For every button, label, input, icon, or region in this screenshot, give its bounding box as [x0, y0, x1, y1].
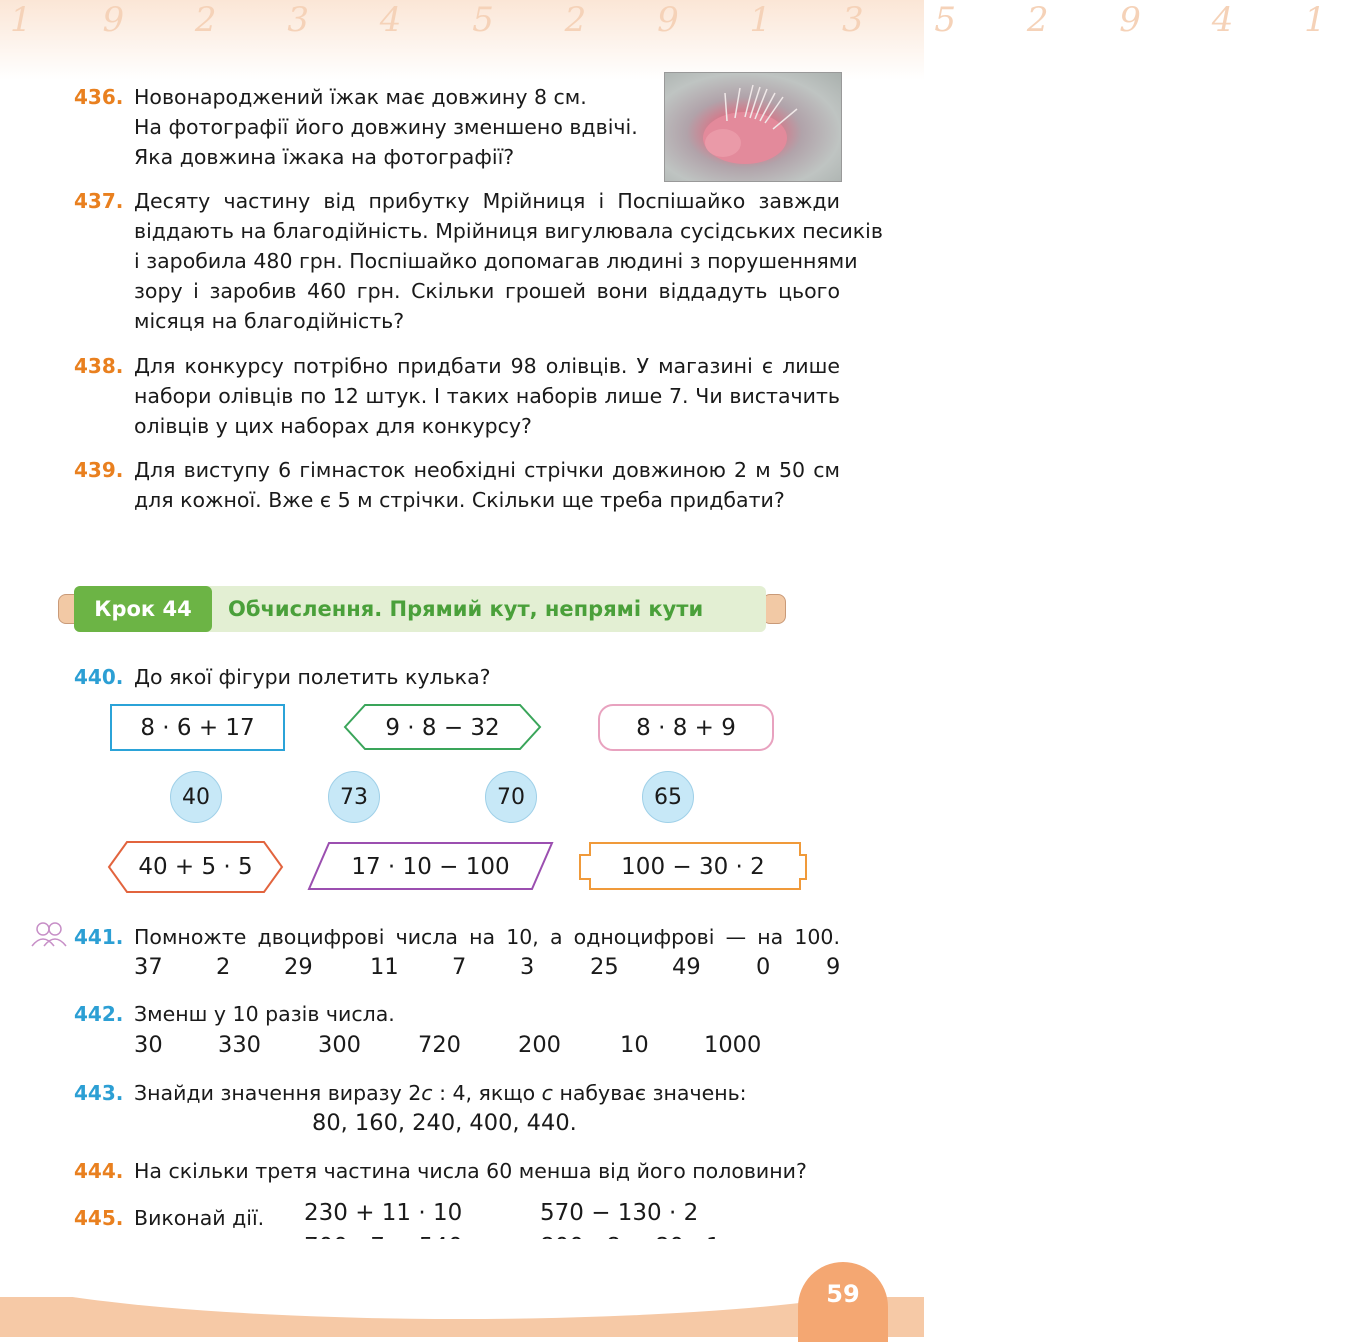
task-line: місяця на благодійність? — [134, 309, 405, 333]
number: 30 — [134, 1032, 163, 1058]
expression: 570 − 130 · 2 — [540, 1200, 699, 1226]
task-442 — [74, 999, 840, 1029]
task-line: віддають на благодійність. Мрійниця вигулювала сусідських песиків — [134, 219, 883, 243]
people-icon — [30, 920, 68, 948]
number: 300 — [318, 1032, 361, 1058]
variable: c — [421, 1081, 433, 1105]
number: 29 — [284, 954, 313, 980]
step-badge: Крок 44 — [74, 586, 212, 632]
number: 10 — [620, 1032, 649, 1058]
task-line: Яка довжина їжака на фотографії? — [134, 145, 515, 169]
number: 0 — [756, 954, 771, 980]
task-number: 438. — [74, 354, 124, 378]
ball: 70 — [485, 771, 537, 823]
number: 1000 — [704, 1032, 762, 1058]
number: 2 — [216, 954, 231, 980]
number: 11 — [370, 954, 399, 980]
number: 25 — [590, 954, 619, 980]
text-segment: набуває значень: — [552, 1081, 747, 1105]
task-number: 444. — [74, 1159, 124, 1183]
task-line: На скільки третя частина числа 60 менша від його половини? — [134, 1159, 807, 1183]
task-line: зору і заробив 460 грн. Скільки грошей вони віддадуть цього — [134, 279, 840, 303]
task-line: До якої фігури полетить кулька? — [134, 665, 491, 689]
task-number: 439. — [74, 458, 124, 482]
task-number: 441. — [74, 925, 124, 949]
task-number: 442. — [74, 1002, 124, 1026]
number: 330 — [218, 1032, 261, 1058]
text-segment: : 4, якщо — [432, 1081, 542, 1105]
number: 200 — [518, 1032, 561, 1058]
expression-hexagon: 9 · 8 − 32 — [385, 714, 500, 741]
ball: 40 — [170, 771, 222, 823]
number: 49 — [672, 954, 701, 980]
page-number: 59 — [826, 1280, 860, 1308]
task-line: Для конкурсу потрібно придбати 98 олівців. У магазині є лише — [134, 354, 840, 378]
variable: c — [541, 1081, 553, 1105]
task-number: 440. — [74, 665, 124, 689]
expression: 230 + 11 · 10 — [304, 1200, 463, 1226]
values-row: 80, 160, 240, 400, 440. — [312, 1110, 577, 1136]
decorative-digits: 1 9 2 3 4 5 2 9 1 3 5 2 9 4 1 — [10, 0, 1356, 40]
task-number: 436. — [74, 85, 124, 109]
expression-notched: 100 − 30 · 2 — [621, 854, 765, 880]
expression-rounded: 8 · 8 + 9 — [636, 714, 736, 741]
number-row — [134, 954, 840, 984]
task-444 — [74, 1156, 840, 1186]
step-title: Обчислення. Прямий кут, непрямі кути — [228, 597, 704, 621]
expression-rectangle: 8 · 6 + 17 — [140, 714, 255, 741]
number: 3 — [520, 954, 535, 980]
task-number: 443. — [74, 1081, 124, 1105]
task-line: олівців у цих наборах для конкурсу? — [134, 414, 532, 438]
task-441 — [74, 922, 840, 952]
task-line: Десяту частину від прибутку Мрійниця і Поспішайко завжди — [134, 189, 840, 213]
task-line: і заробила 480 грн. Поспішайко допомагав людині з порушеннями — [134, 249, 858, 273]
task-number: 437. — [74, 189, 124, 213]
task-line: набори олівців по 12 штук. І таких наборів лише 7. Чи вистачить — [134, 384, 840, 408]
task-text — [134, 999, 840, 1029]
task-line: для кожної. Вже є 5 м стрічки. Скільки ще треба придбати? — [134, 488, 785, 512]
task-443 — [74, 1078, 840, 1108]
task-text — [134, 1078, 840, 1108]
task-line: Помножте двоцифрові числа на 10, а одноцифрові — на 100. — [134, 925, 840, 949]
task-text — [134, 1156, 840, 1186]
number: 720 — [418, 1032, 461, 1058]
number: 7 — [452, 954, 467, 980]
text-segment: Знайди значення виразу 2 — [134, 1081, 422, 1105]
task-line: Новонароджений їжак має довжину 8 см. — [134, 85, 587, 109]
task-line: Зменш у 10 разів числа. — [134, 1002, 395, 1026]
number: 9 — [826, 954, 841, 980]
task-text — [134, 922, 840, 952]
task-line: На фотографії його довжину зменшено вдвічі. — [134, 115, 638, 139]
task-line: Виконай дії. — [134, 1206, 265, 1230]
number: 37 — [134, 954, 163, 980]
expression-octagon: 40 + 5 · 5 — [138, 854, 253, 880]
ball: 73 — [328, 771, 380, 823]
ball: 65 — [642, 771, 694, 823]
number-row — [134, 1032, 774, 1062]
task-number: 445. — [74, 1206, 124, 1230]
task-line: Для виступу 6 гімнасток необхідні стрічки довжиною 2 м 50 см — [134, 458, 840, 482]
expression-parallelogram: 17 · 10 − 100 — [351, 854, 510, 880]
